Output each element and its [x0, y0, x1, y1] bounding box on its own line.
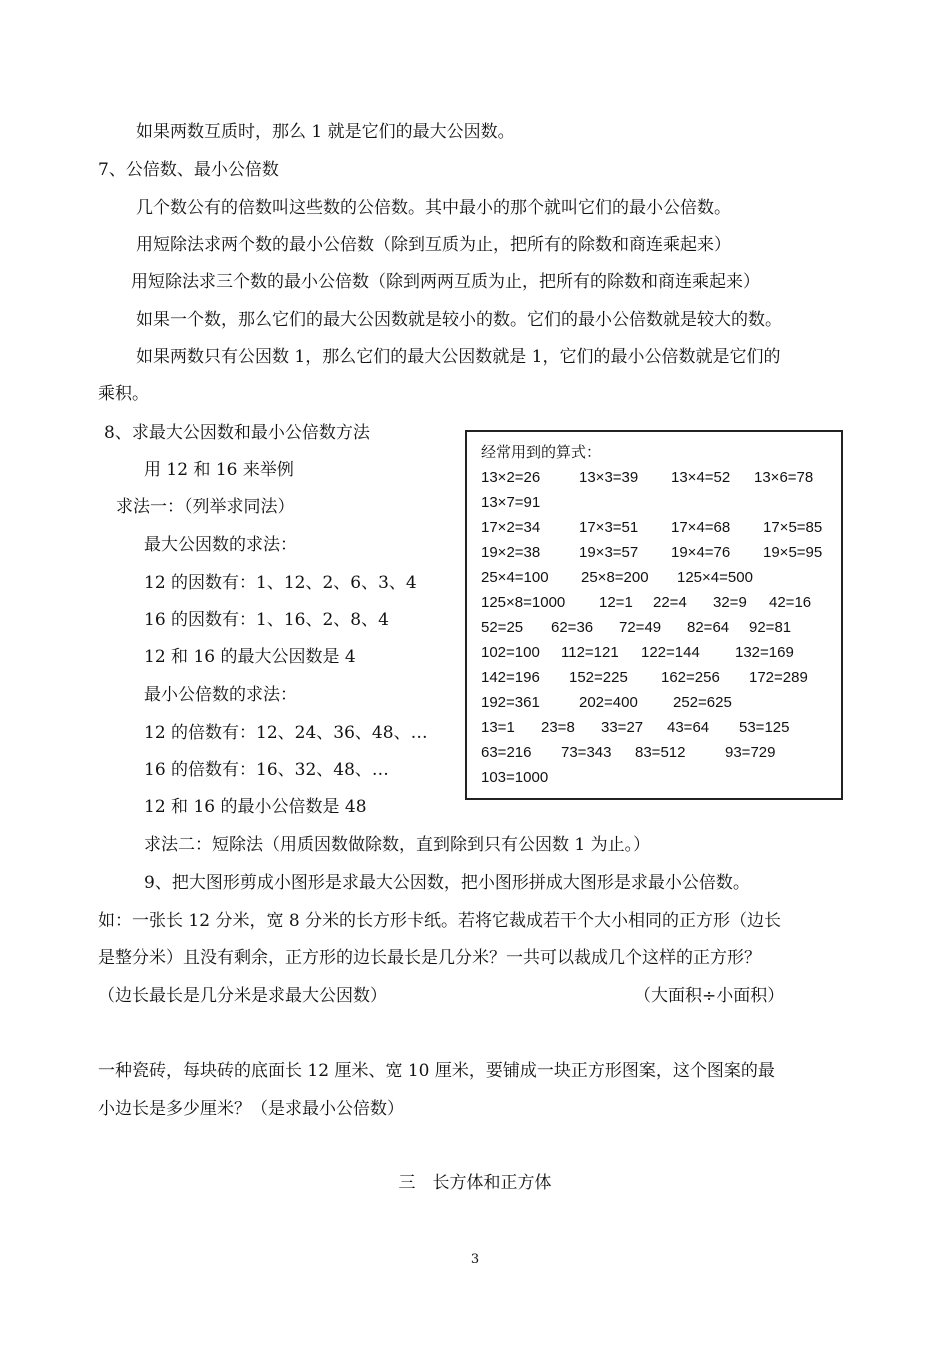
- formula-item: 19×5=95: [763, 544, 823, 561]
- formula-item: 22=4: [653, 594, 687, 611]
- formula-item: 152=225: [569, 669, 628, 686]
- formula-row: [481, 518, 831, 538]
- text-line: 用短除法求三个数的最小公倍数（除到两两互质为止，把所有的除数和商连乘起来）: [131, 272, 760, 292]
- formula-item: 62=36: [551, 619, 594, 636]
- formula-item: 125×4=500: [677, 569, 753, 586]
- text-line: 12 的倍数有：12、24、36、48、…: [144, 723, 428, 743]
- section-heading-7: 7、公倍数、最小公倍数: [98, 160, 279, 180]
- text-line: 如果一个数，那么它们的最大公因数就是较小的数。它们的最小公倍数就是较大的数。: [136, 310, 782, 330]
- text-line: 一种瓷砖，每块砖的底面长 12 厘米、宽 10 厘米，要铺成一块正方形图案，这个图案的最: [98, 1061, 775, 1081]
- formula-item: 17×5=85: [763, 519, 823, 536]
- text-line: 如果两数只有公因数 1，那么它们的最大公因数就是 1，它们的最小公倍数就是它们的: [136, 347, 781, 367]
- formula-item: 19×2=38: [481, 544, 541, 561]
- formula-item: 192=361: [481, 694, 540, 711]
- formula-item: 19×3=57: [579, 544, 639, 561]
- formula-item: 52=25: [481, 619, 524, 636]
- formula-item: 202=400: [579, 694, 638, 711]
- formula-item: 13=1: [481, 719, 515, 736]
- formula-item: 17×4=68: [671, 519, 731, 536]
- chapter-heading: 三 长方体和正方体: [398, 1173, 552, 1193]
- text-line: 求法二：短除法（用质因数做除数，直到除到只有公因数 1 为止。）: [144, 835, 651, 855]
- formula-item: 63=216: [481, 744, 532, 761]
- formula-item: 82=64: [687, 619, 730, 636]
- formula-item: 172=289: [749, 669, 808, 686]
- text-line: 用短除法求两个数的最小公倍数（除到互质为止，把所有的除数和商连乘起来）: [136, 235, 731, 255]
- text-line: 如果两数互质时，那么 1 就是它们的最大公因数。: [136, 122, 515, 142]
- formula-row: [481, 618, 831, 638]
- formula-item: 132=169: [735, 644, 794, 661]
- formula-row: [481, 543, 831, 563]
- page-number: 3: [470, 1252, 480, 1267]
- formula-item: 13×4=52: [671, 469, 731, 486]
- formula-row: [481, 643, 831, 663]
- text-line: 几个数公有的倍数叫这些数的公倍数。其中最小的那个就叫它们的最小公倍数。: [136, 198, 731, 218]
- formula-item: 102=100: [481, 644, 540, 661]
- formula-item: 43=64: [667, 719, 710, 736]
- formula-item: 122=144: [641, 644, 700, 661]
- formula-item: 32=9: [713, 594, 747, 611]
- formula-item: 103=1000: [481, 769, 549, 786]
- formula-item: 17×2=34: [481, 519, 541, 536]
- text-line: （边长最长是几分米是求最大公因数）: [98, 986, 387, 1006]
- text-line: 小边长是多少厘米？（是求最小公倍数）: [98, 1099, 404, 1119]
- formula-item: 25×4=100: [481, 569, 549, 586]
- formula-item: 13×3=39: [579, 469, 639, 486]
- formula-item: 19×4=76: [671, 544, 731, 561]
- formula-item: 92=81: [749, 619, 792, 636]
- formula-item: 13×6=78: [754, 469, 814, 486]
- formula-row: [481, 468, 831, 488]
- formula-row: [481, 593, 831, 613]
- text-line: 用 12 和 16 来举例: [144, 460, 294, 480]
- formula-item: 17×3=51: [579, 519, 639, 536]
- formula-row: [481, 693, 831, 713]
- formula-item: 73=343: [561, 744, 612, 761]
- text-line: 是整分米）且没有剩余，正方形的边长最长是几分米？一共可以裁成几个这样的正方形？: [98, 948, 761, 968]
- formula-item: 252=625: [673, 694, 732, 711]
- text-line: （大面积÷小面积）: [634, 986, 785, 1006]
- formula-row: [481, 718, 831, 738]
- formula-box-title: 经常用到的算式：: [481, 443, 602, 461]
- text-line: 最大公因数的求法：: [144, 535, 297, 555]
- formula-item: 142=196: [481, 669, 540, 686]
- formula-item: 83=512: [635, 744, 686, 761]
- formula-box: [465, 430, 843, 800]
- text-line: 乘积。: [98, 384, 149, 404]
- formula-row: [481, 668, 831, 688]
- formula-row: [481, 768, 831, 788]
- formula-item: 25×8=200: [581, 569, 649, 586]
- text-line: 最小公倍数的求法：: [144, 685, 297, 705]
- text-line: 求法一：（列举求同法）: [116, 497, 295, 517]
- formula-row: [481, 493, 831, 513]
- formula-item: 72=49: [619, 619, 662, 636]
- formula-item: 162=256: [661, 669, 720, 686]
- formula-item: 13×7=91: [481, 494, 541, 511]
- text-line: 12 的因数有：1、12、2、6、3、4: [144, 573, 417, 593]
- section-heading-8: 8、求最大公因数和最小公倍数方法: [104, 423, 370, 443]
- formula-item: 125×8=1000: [481, 594, 566, 611]
- formula-item: 112=121: [561, 644, 619, 661]
- text-line: 12 和 16 的最小公倍数是 48: [144, 797, 367, 817]
- formula-item: 53=125: [739, 719, 790, 736]
- text-line: 16 的倍数有：16、32、48、…: [144, 760, 389, 780]
- formula-item: 33=27: [601, 719, 644, 736]
- formula-row: [481, 568, 831, 588]
- formula-row: [481, 743, 831, 763]
- formula-item: 93=729: [725, 744, 776, 761]
- formula-item: 23=8: [541, 719, 575, 736]
- formula-item: 42=16: [769, 594, 812, 611]
- text-line: 12 和 16 的最大公因数是 4: [144, 647, 356, 667]
- section-heading-9: 9、把大图形剪成小图形是求最大公因数，把小图形拼成大图形是求最小公倍数。: [144, 873, 750, 893]
- text-line: 如：一张长 12 分米，宽 8 分米的长方形卡纸。若将它裁成若干个大小相同的正方形（边长: [98, 911, 782, 931]
- formula-item: 12=1: [599, 594, 633, 611]
- text-line: 16 的因数有：1、16、2、8、4: [144, 610, 389, 630]
- formula-item: 13×2=26: [481, 469, 541, 486]
